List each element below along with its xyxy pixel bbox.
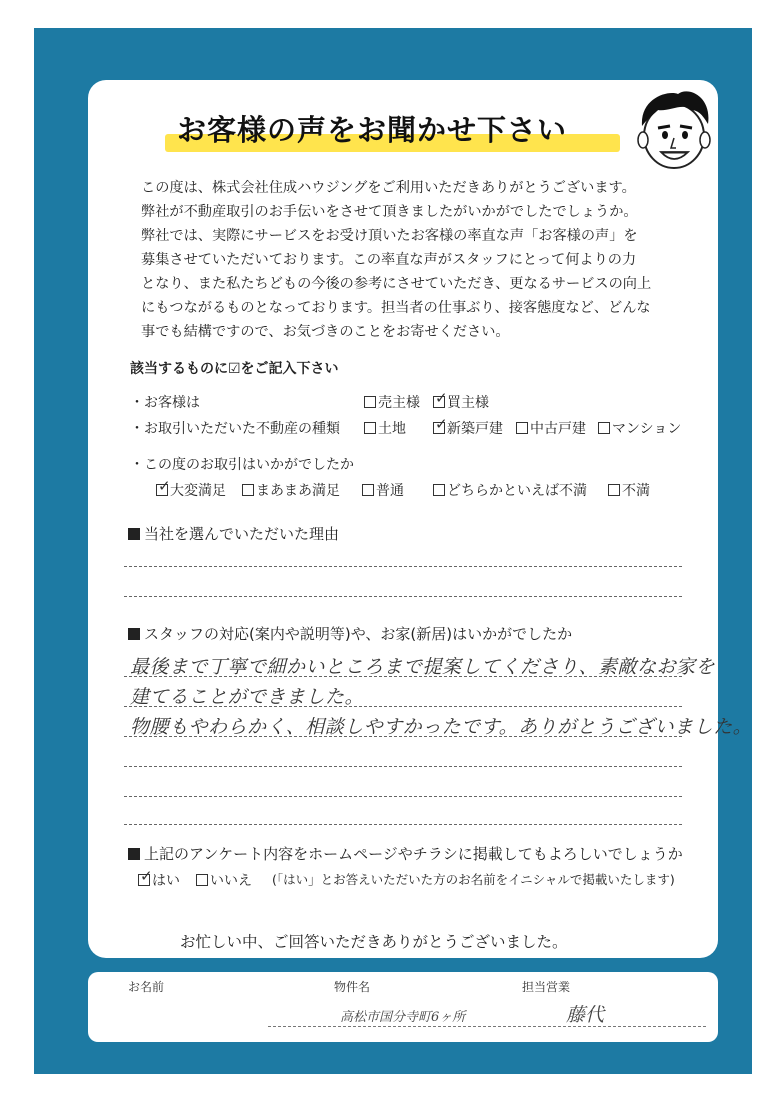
option-label: 新築戸建 [447, 421, 503, 437]
checkbox[interactable] [516, 422, 528, 434]
handwritten-answer-line: 建てることができました。 [130, 686, 365, 708]
section-heading-reason [128, 523, 339, 544]
handwritten-answer-line: 物腰もやわらかく、相談しやすかったです。ありがとうございました。 [130, 716, 753, 738]
checkbox-checked[interactable] [156, 477, 171, 496]
name-label: お名前 [128, 980, 165, 994]
answer-line[interactable] [124, 824, 682, 825]
option-consent-yes[interactable] [138, 867, 180, 890]
option-label: どちらかといえば不満 [447, 483, 587, 499]
checkbox[interactable] [242, 484, 254, 496]
page-title: お客様の声をお聞かせ下さい [177, 113, 568, 147]
checkbox[interactable] [433, 484, 445, 496]
checkbox-checked[interactable] [433, 389, 448, 408]
checkbox[interactable] [364, 396, 376, 408]
option-label: まあまあ満足 [256, 483, 340, 499]
title-block [165, 108, 615, 156]
instruction-text: 該当するものに☑をご記入下さい [130, 361, 339, 377]
square-bullet-icon [128, 848, 140, 860]
intro-line: となり、また私たちどもの今後の参考にさせていただき、更なるサービスの向上 [141, 276, 652, 292]
option-label: マンション [612, 421, 682, 437]
option-somewhat-dissatisfied[interactable] [433, 480, 587, 500]
check-mark-icon: ✓ [158, 477, 171, 495]
square-bullet-icon [128, 528, 140, 540]
answer-line[interactable] [124, 766, 682, 767]
consent-options [0, 867, 778, 890]
consent-note: (「はい」とお答えいただいた方のお名前をイニシャルで掲載いたします) [272, 872, 675, 887]
satisfaction-options [0, 477, 778, 500]
question-satisfaction [0, 454, 778, 474]
check-mark-icon: ✓ [140, 867, 153, 885]
option-average[interactable] [362, 480, 404, 500]
option-label: いいえ [210, 873, 252, 889]
property-value[interactable]: 高松市国分寺町6ヶ所 [340, 1010, 466, 1025]
answer-line[interactable] [124, 676, 682, 677]
handwritten-answer-line: 最後まで丁寧で細かいところまで提案してくださり、素敵なお家を [130, 656, 716, 678]
answer-line[interactable] [124, 706, 682, 707]
check-mark-icon: ✓ [435, 415, 448, 433]
question-property-type [0, 415, 778, 438]
section-heading-text: スタッフの対応(案内や説明等)や、お家(新居)はいかがでしたか [144, 625, 573, 643]
question-customer-type [0, 389, 778, 412]
section-heading-consent [128, 843, 683, 864]
sales-label: 担当営業 [522, 980, 571, 994]
option-fairly-satisfied[interactable] [242, 480, 340, 500]
answer-line[interactable] [124, 736, 682, 737]
question-label: ・お客様は [130, 395, 200, 411]
section-heading-staff [128, 623, 572, 644]
thanks-message: お忙しい中、ご回答いただきありがとうございました。 [180, 933, 568, 951]
intro-line: 事でも結構ですので、お気づきのことをお寄せください。 [141, 324, 510, 340]
answer-line[interactable] [124, 796, 682, 797]
smiling-man-face-icon [628, 88, 720, 172]
option-dissatisfied[interactable] [608, 480, 650, 500]
question-label: ・この度のお取引はいかがでしたか [130, 457, 354, 473]
option-label: 不満 [622, 483, 650, 499]
option-seller[interactable] [364, 392, 420, 412]
option-buyer[interactable] [433, 389, 489, 412]
intro-line: にもつながるものとなっております。担当者の仕事ぶり、接客態度など、どんな [141, 300, 651, 316]
answer-line[interactable] [124, 566, 682, 567]
option-label: はい [152, 873, 180, 889]
checkbox[interactable] [362, 484, 374, 496]
question-label: ・お取引いただいた不動産の種類 [130, 421, 340, 437]
sales-value[interactable]: 藤代 [566, 1004, 605, 1026]
intro-line: 弊社が不動産取引のお手伝いをさせて頂きましたがいかがでしたでしょうか。 [141, 204, 638, 220]
check-mark-icon: ✓ [435, 389, 448, 407]
intro-paragraph [141, 176, 686, 344]
checkbox-checked[interactable] [433, 415, 448, 434]
option-label: 大変満足 [170, 483, 226, 499]
signature-line [268, 1026, 706, 1027]
section-heading-text: 当社を選んでいただいた理由 [144, 525, 340, 543]
option-used-house[interactable] [516, 418, 586, 438]
checkbox[interactable] [598, 422, 610, 434]
option-mansion[interactable] [598, 418, 681, 438]
intro-line: 弊社では、実際にサービスをお受け頂いたお客様の率直な声「お客様の声」を [141, 228, 638, 244]
option-label: 中古戸建 [530, 421, 586, 437]
option-label: 普通 [376, 483, 404, 499]
option-consent-no[interactable] [196, 870, 252, 890]
option-label: 売主様 [378, 395, 420, 411]
section-heading-text: 上記のアンケート内容をホームページやチラシに掲載してもよろしいでしょうか [144, 845, 683, 863]
intro-line: この度は、株式会社住成ハウジングをご利用いただきありがとうございます。 [141, 180, 636, 196]
option-new-house[interactable] [433, 415, 503, 438]
option-land[interactable] [364, 418, 406, 438]
option-very-satisfied[interactable] [156, 477, 226, 500]
checkbox[interactable] [364, 422, 376, 434]
square-bullet-icon [128, 628, 140, 640]
option-label: 土地 [378, 421, 406, 437]
intro-line: 募集させていただいております。この率直な声がスタッフにとって何よりの力 [141, 252, 637, 268]
checkbox-checked[interactable] [138, 867, 153, 886]
answer-line[interactable] [124, 596, 682, 597]
option-label: 買主様 [447, 395, 489, 411]
checkbox[interactable] [196, 874, 208, 886]
property-label: 物件名 [334, 980, 371, 994]
checkbox[interactable] [608, 484, 620, 496]
